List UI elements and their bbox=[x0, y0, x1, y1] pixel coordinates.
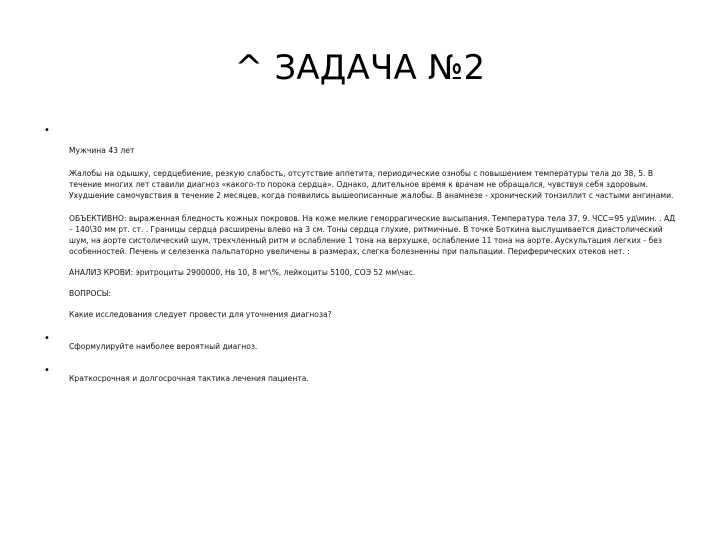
objective-paragraph: ОБЪЕКТИВНО: выраженная бледность кожных покровов. На коже мелкие геморрагические высыпания. Температура тела 37, 9. ЧСС=95 уд\мин. . АД – 140\30 мм рт. ст. . Границы сердца расширены влево на 3 см. Тоны сердца глухие, ритмичные. В точке Боткина выслушивается диастолический шум, на аорте систолический шум, трехчленный ритм и ослабление 1 тона на верхушке, ослабление 11 тона на аорте. Аускультация легких - без особенностей. Печень и селезенка пальпаторно увеличены в размерах, слегка болезненны при пальпации. Периферических отеков нет. : bbox=[69, 214, 676, 256]
complaints-paragraph: Жалобы на одышку, сердцебиение, резкую слабость, отсутствие аппетита, периодические ознобы с повышением температуры тела до 38, 5. В течение многих лет ставили диагноз «какого-то порока сердца». Однако, длительное время к врачам не обращался, чувствуя себя здоровым. Ухудшение самочувствия в течение 2 месяцев, когда появились вышеописанные жалобы. В анамнезе - хронический тонзиллит с частыми ангинами. bbox=[69, 169, 674, 200]
bullet-marker-3: • bbox=[44, 365, 50, 376]
blood-analysis-line: АНАЛИЗ КРОВИ: эритроциты 2900000, Hв 10, 8 мг\%, лейкоциты 5100, СОЭ 52 мм\час. bbox=[69, 268, 416, 277]
bullet-marker-2: • bbox=[44, 333, 50, 344]
task-body bbox=[69, 145, 679, 320]
question-1: Какие исследования следует провести для уточнения диагноза? bbox=[69, 310, 332, 319]
question-2: Сформулируйте наиболее вероятный диагноз. bbox=[69, 342, 258, 351]
slide-title: ^ ЗАДАЧА №2 bbox=[234, 48, 486, 88]
question-3: Краткосрочная и долгосрочная тактика лечения пациента. bbox=[69, 374, 309, 383]
questions-heading: ВОПРОСЫ: bbox=[69, 289, 112, 298]
patient-line: Мужчина 43 лет bbox=[69, 146, 135, 155]
bullet-marker-1: • bbox=[44, 125, 50, 136]
